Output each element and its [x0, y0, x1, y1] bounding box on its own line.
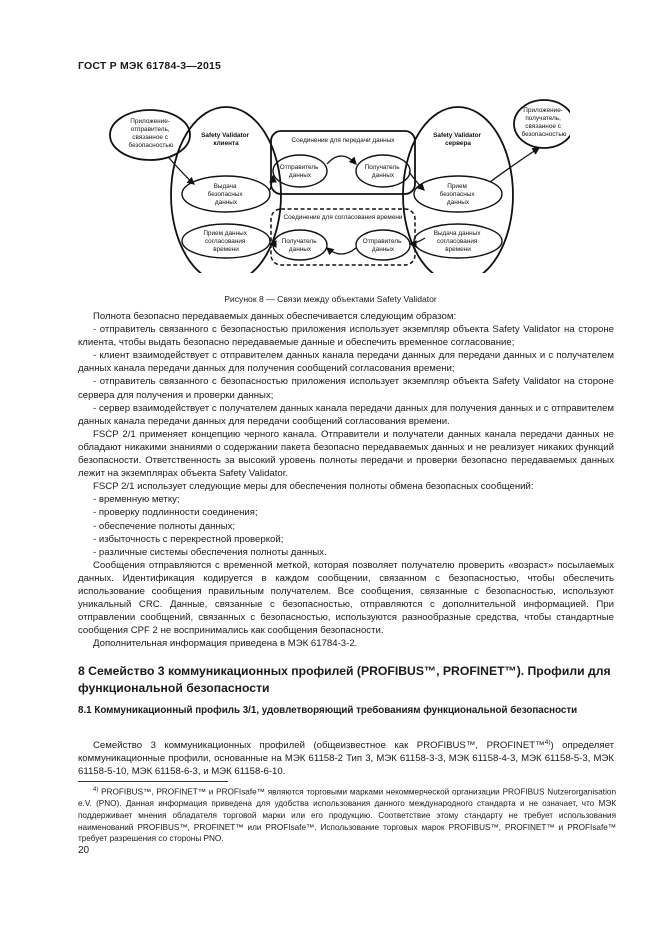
client-validator-label: Safety Validator клиента [201, 132, 250, 147]
footnote-text: PROFIBUS™, PROFINET™ и PROFIsafe™ являются торговыми марками некоммерческой организации PROFIBUS Nutzerorganisation e.V. (PNO). Данная информация приведена для удобства использования данного международного стандарта и не означает, что МЭК поддерживает мнения обладателя торговой марки или его продукцию. Соответствие этому стандарту не требует использования наименований PROFIBUS™, PROFINET™ или PROFIsafe™. Использование торговых марок PROFIBUS™, PROFINET™ и PROFIsafe™ требует разрешения со стороны PNO. [78, 787, 616, 844]
receive-safe-data-label: Прием безопасных данных [439, 183, 475, 206]
time-link-title: Соединение для согласования времени [283, 214, 403, 221]
issue-safe-data-label: Выдача безопасных данных [207, 183, 243, 206]
page-number: 20 [78, 845, 90, 856]
footnote-ref[interactable]: 4) [544, 739, 551, 746]
footnote [78, 785, 616, 845]
paragraph: - клиент взаимодействует с отправителем данных канала передачи данных для передачи данных и с получателем данных канала передачи данных для получения сообщений согласования времени; [78, 350, 614, 375]
footnote-marker: 4) [93, 787, 99, 793]
footnote-divider [78, 781, 228, 782]
list-item: - различные системы обеспечения полноты данных. [93, 546, 327, 558]
safety-validator-diagram [95, 98, 570, 273]
data-link-title: Соединение для передачи данных [291, 137, 395, 144]
receiver-time-label: Получатель данных [281, 238, 317, 253]
list-item: - избыточность с перекрестной проверкой; [93, 533, 284, 545]
paragraph: FSCP 2/1 использует следующие меры для обеспечения полноты обмена безопасных сообщений: [93, 481, 534, 493]
paragraph: Дополнительная информация приведена в МЭК 61784-3-2. [93, 638, 358, 650]
paragraph: - сервер взаимодействует с получателем данных канала передачи данных для получения данных и с отправителем данных канала передачи данных для передачи сообщений согласования времени. [78, 402, 614, 427]
paragraph: - отправитель связанного с безопасностью приложения использует экземпляр объекта Safety Validator на стороне клиента, чтобы выдать безопасно передаваемые данные и обеспечить временное согласование; [78, 324, 614, 349]
list-item: - проверку подлинности соединения; [93, 507, 258, 519]
figure-caption: Рисунок 8 — Связи между объектами Safety Validator [224, 294, 437, 304]
receive-time-coord-label: Прием данных согласования времени [203, 230, 247, 253]
paragraph: FSCP 2/1 применяет концепцию черного канала. Отправители и получатели данных канала передачи данных не обладают никакими знаниями о содержании пакета безопасно передаваемых данных и не реализует никаких функций безопасности. Ответственность за высокий уровень полноты передачи и проверки безопасно передаваемых данных лежит на экземплярах объекта Safety Validator. [78, 428, 614, 480]
sender-time-label: Отправитель данных [362, 238, 402, 253]
paragraph: Сообщения отправляются с временной меткой, которая позволяет получателю проверить «возраст» посылаемых данных. Идентификация кодируется в каждом сообщении, связанном с безопасностью, чтобы обеспечить использование сообщения правильным получателем. Все сообщения, связанные с безопасностью, используют уникальный CRC. Данные, связанные с безопасностью, отправляются с дополнительной информацией. При отправлении сообщений, связанных с безопасностью, используются разнообразные средства, чтобы стандартные сообщения CPF 2 не воспринимались как сообщения безопасности. [78, 559, 614, 637]
section-8-1-text-end: ) определяет коммуникационные профили, основанные на МЭК 61158-2 Тип 3, МЭК 61158-3-3, МЭК 61158-4-3, МЭК 61158-5-3, МЭК 61158-5-10, МЭК 61158-6-3, и МЭК 61158-6-10. [78, 740, 614, 778]
section-8-1-heading: 8.1 Коммуникационный профиль 3/1, удовлетворяющий требованиям функциональной безопасности [78, 705, 578, 716]
paragraph: Полнота безопасно передаваемых данных обеспечивается следующим образом: [93, 311, 457, 322]
section-8-1-text-start: Семейство 3 коммуникационных профилей (общеизвестное как PROFIBUS™, PROFINET™ [93, 740, 545, 752]
paragraph: - отправитель связанного с безопасностью приложения использует экземпляр объекта Safety Validator на стороне сервера для получения и проверки данных; [78, 376, 614, 401]
client-app-label: Приложение- отправитель, связанное с безопасностью [128, 118, 174, 149]
document-header: ГОСТ Р МЭК 61784-3—2015 [78, 60, 222, 72]
receiver-data-label: Получатель данных [364, 164, 400, 179]
list-item: - обеспечение полноты данных; [93, 520, 236, 532]
section-8-heading: 8 Семейство 3 коммуникационных профилей (PROFIBUS™, PROFINET™). Профили для функциональной безопасности [78, 664, 611, 695]
section-8-1-text [78, 736, 614, 778]
server-app-label: Приложение- получатель, связанное с безопасностью [521, 107, 567, 138]
server-validator-label: Safety Validator сервера [433, 132, 482, 147]
body-text [78, 310, 614, 650]
sender-data-label: Отправитель данных [279, 164, 319, 179]
list-item: - временную метку; [93, 494, 180, 506]
issue-time-coord-label: Выдача данных согласования времени [433, 230, 481, 253]
